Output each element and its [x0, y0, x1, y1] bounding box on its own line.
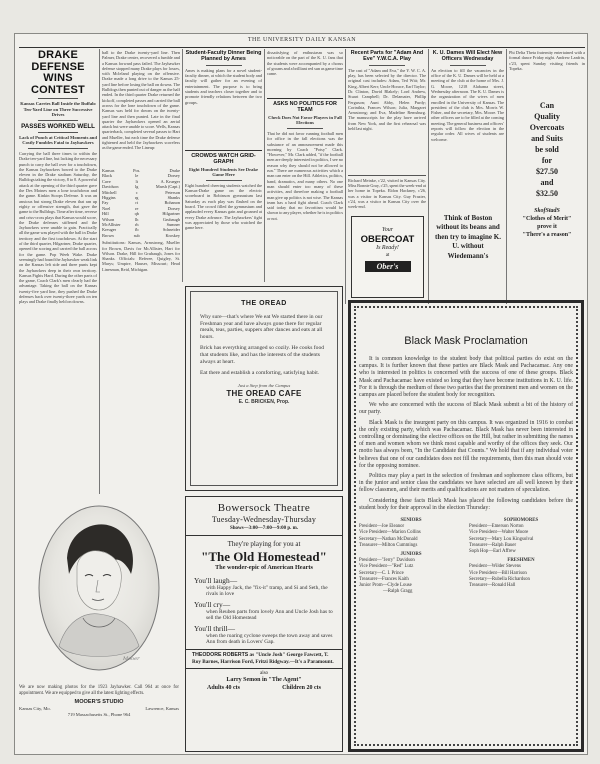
- ad-wiedemann: [433, 214, 503, 302]
- lineup-col-drake: Drake: [169, 168, 180, 173]
- player: A. Krueger: [160, 178, 180, 184]
- candidate: Secretary—Nathan McDonald: [359, 536, 418, 542]
- ad-mooers-studio: [19, 496, 179, 754]
- position: sub: [133, 232, 140, 238]
- ad-text: We are now making photos for the 1923 Jayhawker. Call 964 at once for appointment. We are equipped to give all the latest lighting effects.: [19, 685, 179, 696]
- article-body: Eight hundred cheering students watched the Kansas-Drake game on the electric scoreboard in Robinson gymnasium last Saturday as each play was flashed on the board. The crowd filled the gymnasium and applauded every Kansas gain and groaned at every Drake advance. The Jayhawkers' fight was appreciated by those who watched the game here.: [185, 182, 262, 231]
- position: c: [135, 189, 138, 195]
- ad-cast-star: THEODORE ROBERTS: [192, 652, 249, 659]
- article-drake-lineup: [102, 50, 180, 284]
- divider: [186, 649, 342, 650]
- player: Black: [102, 173, 113, 179]
- divider: [287, 128, 323, 129]
- column-rule: [428, 49, 429, 304]
- candidate: Treasurer—Ralph Bauer: [469, 542, 517, 548]
- candidate: Treasurer—Milton Cummings: [359, 542, 418, 548]
- player: Grubaugh: [162, 216, 180, 222]
- ad-text: Brick has everything arranged so cozily. He cooks food that students like, and has the interests of the students always at heart.: [200, 345, 325, 365]
- table-row: [102, 233, 180, 238]
- ad-brand-logo: Ober's: [365, 261, 411, 272]
- candidate: Treasurer—Ronald Hall: [469, 583, 516, 589]
- ad-city: Kansas City, Mo.: [19, 706, 51, 711]
- inner-border: [190, 291, 338, 486]
- candidate: Vice President—Walter Moore: [469, 530, 529, 536]
- deck: Lack of Punch at Critical Moments and Costly Fumbles Fatal to Jayhawkers: [19, 134, 97, 146]
- article-body: Ames is making plans for a novel student-faculty dinner, at which the student body and faculty will gather for an evening of entertainment. The purpose is to bring students and teachers closer together and to promote friendly relations between the two groups.: [185, 67, 262, 105]
- candidate: President—Joe Eleanor: [359, 524, 405, 530]
- player: Kroskey: [165, 232, 180, 238]
- class-header: FRESHMEN: [507, 558, 535, 564]
- candidate: Secretary—Mary Lou Kingsolval: [469, 536, 534, 542]
- proclamation-title: Black Mask Proclamation: [404, 335, 528, 347]
- player: Marsh (Capt.): [155, 184, 180, 190]
- ad-shows: Shows—3:00—7:00—9:00 p. m.: [229, 526, 299, 531]
- paragraph: We who are concerned with the success of Black Mask submit a bit of the history of our party.: [359, 402, 573, 416]
- paragraph: It is common knowledge to the student body that political parties do exist on the campus. It is further known that these parties are Black Mask and Pachacamac. Any one who is interested in politics is concerned with the success of one of these groups. Black Mask and Pachacamac have existed so long that they have become institutions in K. U. life. For it is through the medium of these two parties that the prominent men and women on the campus are placed before the student body for recognition.: [359, 356, 573, 399]
- ad-line: be sold: [535, 145, 559, 154]
- ad-line: and Suits: [531, 134, 563, 143]
- class-header: SENIORS: [400, 518, 422, 524]
- headline: Recent Parts for "Adam And Eve" Y.W.C.A. Play: [350, 50, 424, 63]
- ad-text: Why sure—that's where We eat We started there in our Freshman year and have always gone there for regular meals, teas, parties, suppers after dances and eats at all hours.: [200, 314, 323, 340]
- ad-price: $32.50: [536, 189, 558, 198]
- ad-name: THE OREAD CAFE: [226, 388, 302, 398]
- candidate: Vice President—"Red" Lutz: [359, 564, 414, 570]
- paragraph: Black Mask is the insurgent party on this campus. It was organized in 1916 to combat the only existing party, which was Pachacamac. Black Mask has never been interested in controlling or dominating the elective offices on the Hill, but rather in submitting the names of men and women whom we think most capable and worthy of the offices they seek. Our motto has always been, "In the Candidate that Counts." We hold that if any individual voter believes that one of our candidates does not fill the requirements, then this man should vote for the opposing nominee.: [359, 419, 573, 469]
- position: le: [135, 173, 139, 179]
- headline: DRAKE DEFENSE WINS CONTEST: [31, 50, 85, 96]
- ad-text: when the roaring cyclone sweeps the town away and saves Ann from death in Lovers' Gap.: [206, 632, 333, 646]
- ad-heading: You'll laugh—: [194, 576, 238, 585]
- divider: [450, 65, 486, 66]
- ad-text: Eat there and establish a comforting, satisfying habit.: [200, 370, 320, 377]
- candidate-column: [359, 518, 463, 595]
- ad-line: Is Ready!: [376, 245, 399, 251]
- ad-short: Larry Semon in "The Agent": [226, 676, 302, 683]
- ad-price: $27.50: [536, 167, 558, 176]
- player: Davidson: [102, 184, 119, 190]
- divider: [206, 65, 242, 66]
- headline: ASKS NO POLITICS FOR TEAM: [273, 101, 337, 114]
- position: lt: [135, 178, 138, 184]
- player: Hilgartner: [162, 211, 180, 217]
- paragraph: Politics may play a part in the selection of freshman and sophomore class officers, but in the junior and senior class the candidates we have selected are all well known by their fellow classmen, and their merits and qualifications are not matters of speculation.: [359, 473, 573, 494]
- divider: [186, 668, 342, 669]
- candidate: Vice President—Marion Collins: [359, 530, 421, 536]
- position: lh: [135, 216, 139, 222]
- article-body: That he did not favor running football men for office in the fall elections was the substance of an announcement made this morning by Coach "Potsy" Clark. "However," Mr. Clark added, "if the football men are deeply interested in politics, I see no reason why they should not be allowed to run." There are numerous activities which a man can enter on the Hill. Athletics, politics, band, dramatics, and many others. No one man should enter too many of these activities, and therefore making a football man give up politics is not wise. The Kansas team has a hard fight ahead. Coach Clark said today that no favoritism would be shown to any player, whether he is in politics or not.: [267, 131, 343, 221]
- class-header: SOPHOMORES: [503, 518, 539, 524]
- article-body: dissatisfying of enthusiasm was so noticeable on the part of the K. U. fans that the students were accompanied by a chorus of groans and a brilliant red sun as game time came.: [267, 50, 343, 77]
- ad-line: and: [540, 178, 554, 187]
- article-ku-dames: [431, 50, 504, 210]
- candidate-lists: [359, 518, 573, 595]
- divider: [348, 175, 426, 176]
- candidate: Secretary—C. I. Prince: [359, 570, 404, 576]
- ad-line: for: [541, 156, 553, 165]
- ad-line: Can: [539, 101, 555, 110]
- article-society: [509, 50, 585, 90]
- ad-studio-name: MOOER'S STUDIO: [74, 699, 124, 705]
- position: re: [135, 205, 139, 211]
- article-body: Richard Meinke, c'22, visited in Kansas City. Miss Bonnie Gray, c'25, spent the week-end at her home in Topeka. Eldon Hackney, c'26, was a visitor in Kansas City. Guy Frazier, c'24, was a visitor in Kansas City over the week-end.: [348, 177, 426, 210]
- player: Hill: [102, 211, 109, 217]
- player: Peterson: [165, 189, 180, 195]
- ad-address: 719 Massachusetts St., Phone 964: [67, 712, 131, 717]
- player: Dorsey: [167, 205, 180, 211]
- player: Mitchell: [102, 189, 117, 195]
- position: fb: [134, 227, 139, 233]
- article-ywca-play: [348, 50, 426, 210]
- ad-prices: [186, 684, 342, 692]
- ad-line: "There's a reason": [522, 232, 572, 238]
- black-mask-proclamation: [348, 300, 584, 752]
- divider: [206, 180, 242, 181]
- candidate: President—Emerson Norton: [469, 524, 524, 530]
- divider: [38, 132, 78, 133]
- player: Noel: [102, 205, 111, 211]
- column-rule: [506, 49, 507, 304]
- headline: CROWDS WATCH GRID-GRAPH: [191, 152, 256, 166]
- divider: [28, 148, 88, 149]
- ad-text: with Happy Jack, the "fix-it" tramp, and Si and Seth, the rivals in love: [206, 585, 328, 598]
- candidate: Junior Prom—Clyde Louse: [359, 583, 412, 589]
- article-ames-dinner: [185, 50, 262, 284]
- subheadline: PASSES WORKED WELL: [21, 122, 95, 130]
- candidate: Soph Hop—Earl Affrew: [469, 549, 516, 555]
- ad-heading: You'll cry—: [194, 599, 231, 609]
- article-politics: [267, 50, 343, 284]
- player: Dorsey: [167, 173, 180, 179]
- ad-oread-cafe: [185, 286, 343, 491]
- lineup-col-pos: Pos.: [133, 168, 141, 173]
- photographer-signature: Mooer: [123, 656, 140, 662]
- article-drake-defense: [19, 50, 97, 494]
- player: Cave: [102, 178, 111, 184]
- ad-price: Children 20 cts: [282, 685, 321, 692]
- candidate: Treasurer—Frances Kaith: [359, 576, 409, 582]
- ad-text: Just a Step from the Campus: [237, 382, 291, 388]
- ad-owner: E. C. BRICKEN, Prop.: [238, 398, 290, 405]
- ad-line: prove it: [537, 224, 557, 230]
- ad-line: at: [385, 253, 390, 258]
- ad-text: when Reuben parts from lovely Ann and Uncle Josh has to sell the Old Homestead: [206, 608, 333, 622]
- ad-title: Bowersock Theatre: [217, 502, 311, 514]
- deck: Check Does Not Favor Players in Fall Elections: [268, 114, 342, 126]
- article-body: The cast of "Adam and Eva," the Y. W. C. A. play, has been selected by the director. The original cast includes: Adam, Ted Witt; Mr. King, Albert Kerr; Uncle Horace, Earl Taylor; Dr. Clinton, David Blakely; Lord Andrew, Stuart Campbell; Dr. Delamater, Phillip Ferguson; Aunt Abby, Helen Purdy; Corinthia, Frances Wilson; Julia, Margaret Armstrong; and Eva, Madeline Remsburg. The manuscripts for the play have arrived from New York, and the first rehearsal was held last night.: [348, 67, 426, 132]
- player: Higgins: [102, 195, 116, 201]
- position: lg: [135, 184, 139, 190]
- headline: Student-Faculty Dinner Being Planned by Ames: [185, 50, 262, 63]
- column-rule: [345, 49, 346, 304]
- ad-line: Overcoats: [529, 123, 565, 132]
- position: rg: [134, 195, 139, 201]
- player: McAllister: [102, 222, 121, 228]
- spacer: [509, 199, 585, 207]
- divider: [38, 98, 78, 99]
- candidate: Vice President—Bill Harrison: [469, 570, 527, 576]
- portrait-photo: [19, 496, 179, 676]
- candidate: —Ralph Gragg: [383, 589, 413, 595]
- candidate: Secretary—Rubella Richardson: [469, 576, 530, 582]
- article-body: Substitutions: Kansas, Armstrong, Mueller for Brown, Davis for McAllister, Hart for Wilson. Drake, Hill for Grubaugh, Jones for Shanks. Officials: Referee, Quigley, St. Marys; Umpire, Hauser, Missouri; Head Linesman, Reid, Michigan.: [102, 240, 180, 272]
- article-body: ball to the Drake twenty-yard line. Then Palmer, Drake center, recovered a fumble and a Kansas forward pass failed. The Jayhawker defense stopped many Drake plays for losses, with Mcleland playing on the offensive. Drake made a long drive to the Kansas 25-yard line before losing the ball on downs. The Bulldogs then punted out of danger as the half ended. In the third quarter Drake returned the kickoff, completed passes and carried the ball across for the lone touchdown of the game. Kansas was held for downs on the twenty-yard line and then punted. Late in the final quarter the Jayhawkers opened an aerial attack but were unable to score. Wells, Kansas quarterback, completed several passes to Hart and Mueller, but each time the Drake defense tightened and held the Jayhawkers scoreless as the game ended. The Lineup:: [102, 50, 180, 151]
- divider: [369, 65, 405, 66]
- ad-bowersock-theatre: [185, 496, 343, 752]
- ad-overcoat: [351, 216, 424, 298]
- player: Wilson: [102, 216, 115, 222]
- player: Sumner: [166, 222, 180, 228]
- paragraph: Considering these facts Black Mask has placed the following candidates before the student body for their approval in the election Thursday:: [359, 497, 573, 511]
- deck: Eight Hundred Students See Drake Game Here: [188, 166, 259, 178]
- ad-skofstads: [509, 100, 585, 300]
- ad-text: also: [259, 670, 269, 676]
- player: Brown: [102, 232, 114, 238]
- ad-text: Think of Boston without its beans and then try to imagine K. U. without Wiedemann's: [435, 214, 501, 260]
- divider: [185, 150, 262, 151]
- lineup-col-kansas: Kansas: [102, 168, 115, 173]
- player: Schneider: [162, 227, 180, 233]
- headline: K. U. Dames Will Elect New Officers Wednesday: [432, 50, 503, 63]
- masthead-title: THE UNIVERSITY DAILY KANSAN: [247, 37, 357, 43]
- candidate: President—Wilder Stevens: [469, 564, 521, 570]
- candidate-column: [469, 518, 573, 595]
- column-rule: [182, 49, 183, 282]
- player: Bohanon: [164, 200, 180, 206]
- masthead-rule: [19, 47, 585, 48]
- ad-line: "Clothes of Merit": [522, 216, 572, 222]
- ad-line: Your: [381, 227, 394, 233]
- ad-line: Quality: [534, 112, 560, 121]
- ad-heading: You'll thrill—: [194, 623, 236, 633]
- deck: Kansas Carries Ball Inside the Buffalo Ten-Yard Line on Three Successive Drives: [20, 101, 96, 118]
- ad-brand: SkofStadS: [534, 208, 560, 214]
- position: rt: [135, 200, 139, 206]
- ad-city: Lawrence, Kansas: [145, 706, 179, 711]
- position: rh: [134, 222, 139, 228]
- article-body: Phi Delta Theta fraternity entertained with a formal dance Friday night. Andrew Lanfrin, c'23, spent Sunday visiting friends in Topeka.: [509, 50, 585, 71]
- ad-price: Adults 40 cts: [207, 685, 241, 692]
- class-header: JUNIORS: [400, 552, 422, 558]
- lineup-table: [102, 168, 180, 238]
- candidate: President—"Jerry" Davidson: [359, 558, 415, 564]
- player: Kreuger: [102, 227, 117, 233]
- ad-days: Tuesday-Wednesday-Thursday: [211, 515, 317, 524]
- ad-title: THE OREAD: [241, 300, 287, 307]
- player: Shanks: [167, 195, 180, 201]
- ad-tagline: The wonder-epic of American Hearts: [215, 564, 313, 571]
- article-body: Carrying the ball three times to within the Drake ten-yard line, but lacking the necessary punch to carry the ball over for a touchdown, the Kansas Jayhawkers bowed to the Drake eleven in the Drake stadium Saturday, the Bulldogs taking the victory, 8 to 0. A powerful attack at the opening of the third quarter gave the Des Moines men a lone touchdown and the game. Kinkin Stoops Defense. It was an anxious but strong Drake eleven that ran up eighty or offensive strength, that gave the game to the Bulldogs. Time after time, reverse and criss-cross plays that Kansas would score, the Drake defenses stiffened and the Jayhawkers were unable to gain. Practically all the game was played with the ball in Drake territory and the first touchdown. At the start of the third quarter, Hilgartner, Drake quarter, opened the scoring and carried the ball across for the game. Pop Weeb Wake. Drake seemingly had found the Jayhawker weak link on the Kansas left side and three punts kept the Jayhawkers deep in their own territory. Kansas Fights Hard. During the other parts of the game, Coach Clark's men clearly had the advantage. Taking the ball on the Kansas twenty-five yard line, they pushed the Drake defenses back over twenty-three yards on ten plays and Drake finally held on downs.: [19, 150, 97, 305]
- player: Fay: [102, 200, 109, 206]
- divider: [267, 98, 343, 99]
- article-body: An election to fill the vacancies in the office of the K. U. Dames will be held at a meeting of the club at the home of Mrs. J. G. Moore, 1218 Alabama street, Wednesday afternoon. The K. U. Dames is the organization of the wives of men enrolled in the University of Kansas. The president of the club is Mrs. Morris W. Fisher, and the secretary, Mrs. Moore. The other officers are to be filled at the coming meeting. The general business and officers' reports will follow the election in the regular order. All wives of students are welcome.: [431, 67, 504, 142]
- ad-text: They're playing for you at: [227, 540, 301, 548]
- position: qb: [134, 211, 139, 217]
- ad-cast: as "Uncle Josh" George Fawcett, T. Roy Barnes, Harrison Ford, Fritzi Ridgway.—It's a Paramount.: [192, 652, 334, 665]
- newspaper-page: [14, 33, 588, 755]
- ad-headline: OBERCOAT: [360, 234, 415, 245]
- column-rule: [99, 49, 100, 494]
- ad-feature: "The Old Homestead": [201, 549, 327, 564]
- column-rule: [264, 49, 265, 282]
- divider: [186, 535, 342, 536]
- divider: [38, 120, 78, 121]
